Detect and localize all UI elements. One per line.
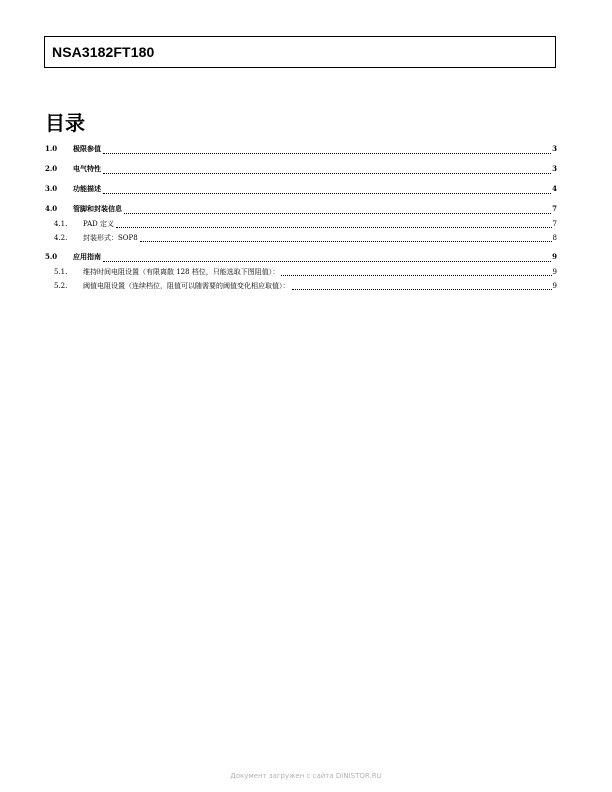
toc-entry-title: 封装形式：SOP8 <box>83 234 138 242</box>
toc-entry-number: 2.0 <box>45 164 58 173</box>
toc-entry-page: 3 <box>552 164 557 173</box>
toc-entry[interactable] <box>45 142 557 156</box>
toc-dot-leader <box>116 226 552 228</box>
toc-entry-page: 9 <box>552 282 557 290</box>
toc-subentry[interactable] <box>45 281 557 292</box>
toc-dot-leader <box>140 240 552 242</box>
toc-entry-title: 管脚和封装信息 <box>73 204 122 213</box>
toc-entry[interactable] <box>45 250 557 264</box>
toc-dot-leader <box>281 274 551 276</box>
toc-entry-number: 5.2. <box>54 282 68 290</box>
toc-entry-page: 7 <box>552 220 557 228</box>
toc-subentry[interactable] <box>45 219 557 230</box>
toc-entry-number: 3.0 <box>45 184 58 193</box>
toc-heading: 目录 <box>45 111 85 135</box>
toc-entry-title: 电气特性 <box>73 164 101 173</box>
toc-subentry[interactable] <box>45 267 557 278</box>
toc-entry-page: 9 <box>552 268 557 276</box>
toc-dot-leader <box>103 260 551 262</box>
toc-dot-leader <box>103 192 551 194</box>
footer-watermark-note: Документ загружен с сайта DINISTOR.RU <box>230 772 382 780</box>
toc-entry-page: 4 <box>552 184 557 193</box>
toc-subentry[interactable] <box>45 233 557 244</box>
toc-entry-title: 功能描述 <box>73 184 101 193</box>
toc-entry-page: 8 <box>552 234 557 242</box>
toc-dot-leader <box>292 288 552 290</box>
toc-entry-title: 维持时间电阻设置（有限离散 128 档位，只能选取下图阻值）： <box>83 268 280 276</box>
toc-entry-number: 5.0 <box>45 252 58 261</box>
toc-entry-page: 3 <box>552 144 557 153</box>
document-title: NSA3182FT180 <box>52 44 155 60</box>
table-of-contents <box>45 142 557 292</box>
toc-dot-leader <box>103 152 551 154</box>
toc-entry-page: 9 <box>552 252 557 261</box>
toc-entry-page: 7 <box>552 204 557 213</box>
toc-entry-number: 1.0 <box>45 144 58 153</box>
toc-entry[interactable] <box>45 202 557 216</box>
document-header <box>44 36 556 68</box>
toc-entry-number: 4.1. <box>54 220 68 228</box>
toc-entry-number: 5.1. <box>54 268 68 276</box>
toc-entry[interactable] <box>45 182 557 196</box>
toc-dot-leader <box>103 172 551 174</box>
toc-entry-title: 应用指南 <box>73 252 101 261</box>
toc-entry-title: PAD 定义 <box>83 220 114 228</box>
toc-entry-title: 极限参值 <box>73 144 101 153</box>
toc-entry-title: 阈值电阻设置（连续档位，阻值可以随需要的阈值变化相应取值）： <box>83 282 290 290</box>
toc-entry[interactable] <box>45 162 557 176</box>
toc-entry-number: 4.0 <box>45 204 58 213</box>
toc-entry-number: 4.2. <box>54 234 68 242</box>
toc-dot-leader <box>124 212 551 214</box>
